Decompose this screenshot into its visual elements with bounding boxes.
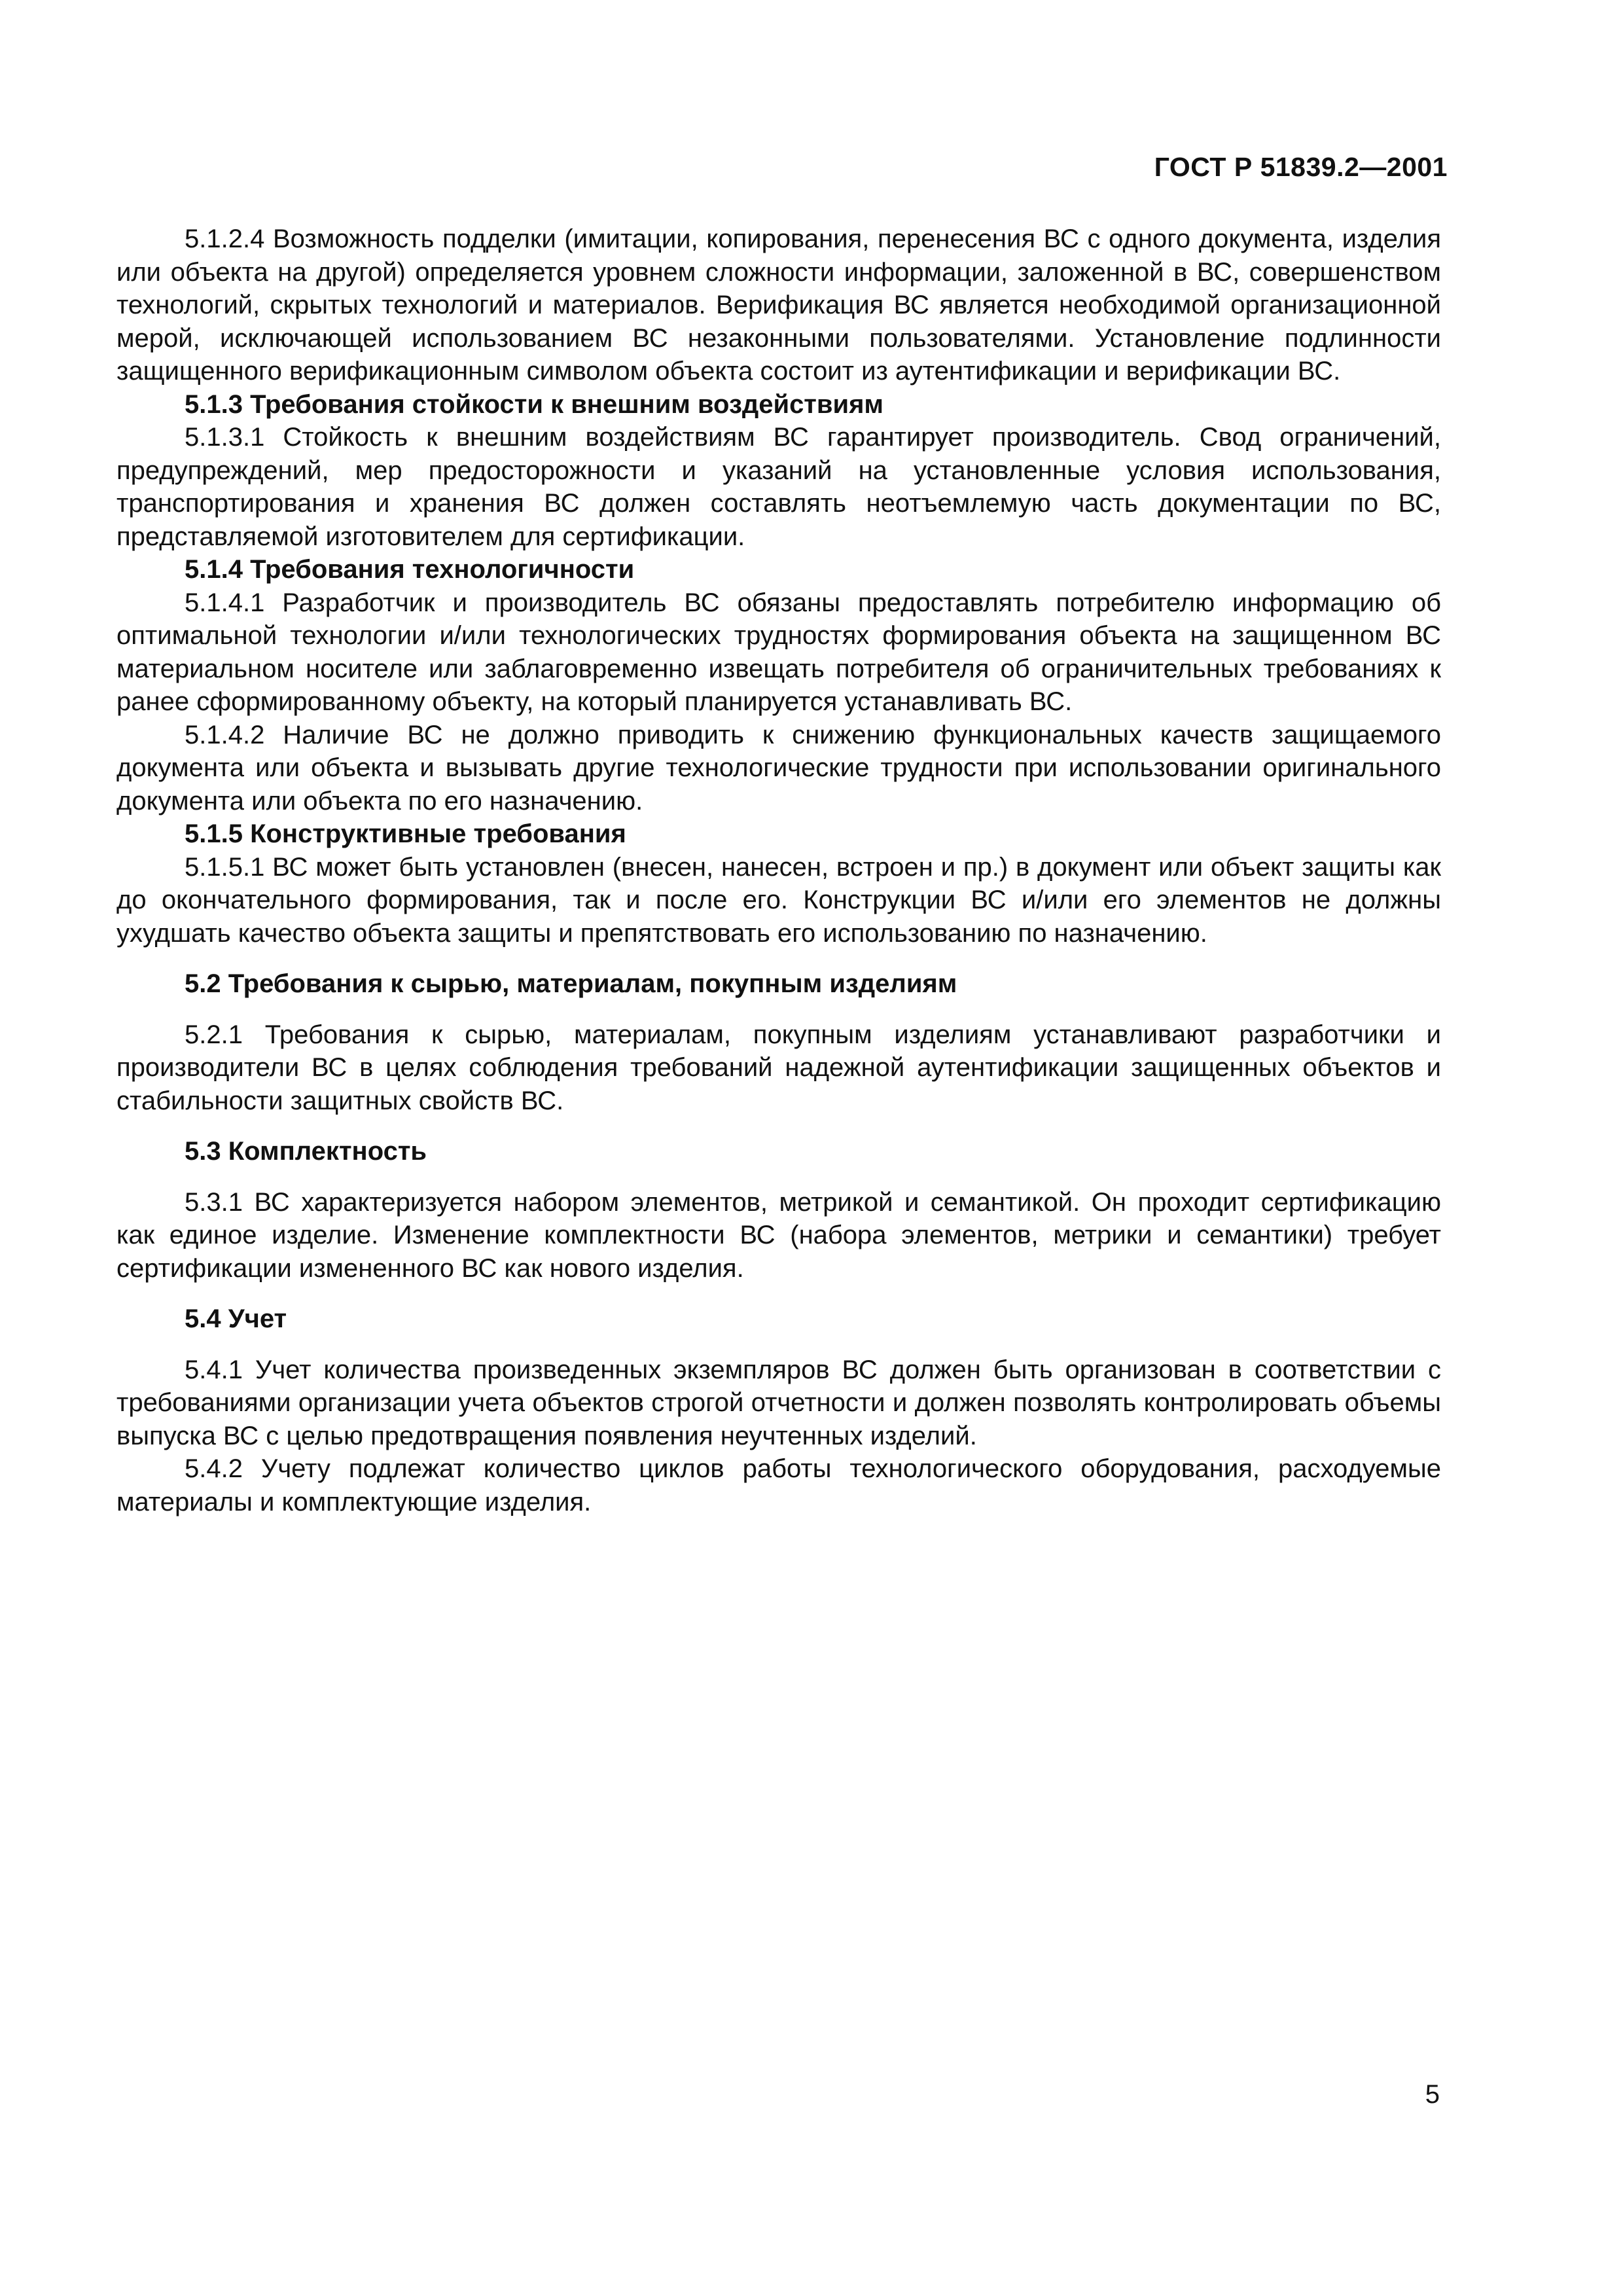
page-number: 5 [1425, 2080, 1440, 2109]
document-header-id: ГОСТ Р 51839.2—2001 [1154, 152, 1448, 182]
heading-5-1-5: 5.1.5 Конструктивные требования [185, 819, 626, 848]
paragraph-5-1-5-1: 5.1.5.1 ВС может быть установлен (внесен, нанесен, встроен и пр.) в документ или объект защиты как до окончательного формирования, так и после его. Конструкции ВС и/или его элементов не должны ухудшать качество объекта защиты и препятствовать его использованию по назначению. [116, 852, 1441, 948]
paragraph-5-4-1: 5.4.1 Учет количества произведенных экземпляров ВС должен быть организован в соответствии с требованиями организации учета объектов строгой отчетности и должен позволять контролировать объемы выпуска ВС с целью предотвращения появления неучтенных изделий. [116, 1355, 1441, 1450]
paragraph-5-1-4-2: 5.1.4.2 Наличие ВС не должно приводить к снижению функциональных качеств защищаемого документа или объекта и вызывать другие технологические трудности при использовании оригинального документа или объекта по его назначению. [116, 720, 1441, 816]
paragraph-5-1-4-1: 5.1.4.1 Разработчик и производитель ВС обязаны предоставлять потребителю информацию об оптимальной технологии и/или технологических трудностях формирования объекта на защищенном ВС материальном носителе или заблаговременно извещать потребителя об ограничительных требованиях к ранее сформированному объекту, на который планируется устанавливать ВС. [116, 588, 1441, 716]
heading-5-4: 5.4 Учет [185, 1304, 287, 1333]
document-body [116, 223, 1441, 1518]
paragraph-5-1-2-4: 5.1.2.4 Возможность подделки (имитации, копирования, перенесения ВС с одного документа, изделия или объекта на другой) определяется уровнем сложности информации, заложенной в ВС, совершенством технологий, скрытых технологий и материалов. Верификация ВС является необходимой организационной мерой, исключающей использованием ВС незаконными пользователями. Установление подлинности защищенного верификационным символом объекта состоит из аутентификации и верификации ВС. [116, 224, 1441, 386]
paragraph-5-3-1: 5.3.1 ВС характеризуется набором элементов, метрикой и семантикой. Он проходит сертификацию как единое изделие. Изменение комплектности ВС (набора элементов, метрики и семантики) требует сертификации измененного ВС как нового изделия. [116, 1187, 1441, 1283]
heading-5-1-3: 5.1.3 Требования стойкости к внешним воздействиям [185, 389, 884, 419]
heading-5-1-4: 5.1.4 Требования технологичности [185, 555, 635, 584]
heading-5-2: 5.2 Требования к сырью, материалам, покупным изделиям [185, 969, 957, 998]
paragraph-5-4-2: 5.4.2 Учету подлежат количество циклов работы технологического оборудования, расходуемые материалы и комплектующие изделия. [116, 1454, 1441, 1516]
heading-5-3: 5.3 Комплектность [185, 1137, 427, 1166]
paragraph-5-2-1: 5.2.1 Требования к сырью, материалам, покупным изделиям устанавливают разработчики и производители ВС в целях соблюдения требований надежной аутентификации защищенных объектов и стабильности защитных свойств ВС. [116, 1020, 1441, 1115]
paragraph-5-1-3-1: 5.1.3.1 Стойкость к внешним воздействиям ВС гарантирует производитель. Свод ограничений, предупреждений, мер предосторожности и указаний на установленные условия использования, транспортирования и хранения ВС должен составлять неотъемлемую часть документации по ВС, представляемой изготовителем для сертификации. [116, 423, 1441, 551]
